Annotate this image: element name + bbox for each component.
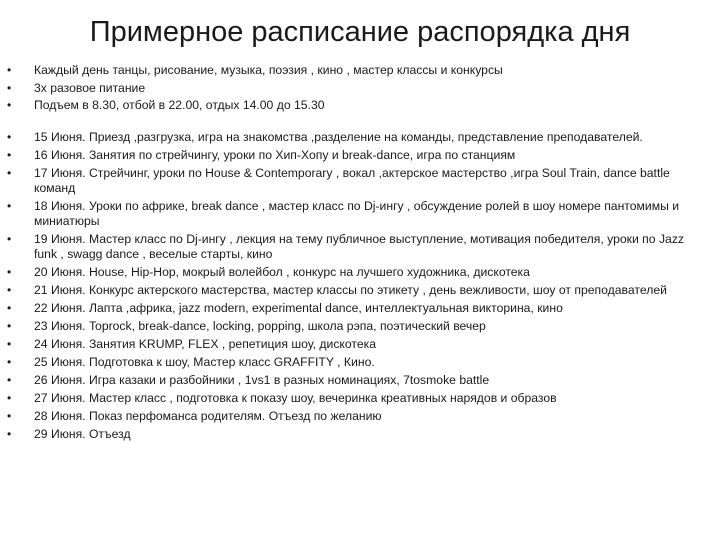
schedule-item bbox=[0, 427, 700, 442]
bullet-icon: • bbox=[7, 232, 12, 246]
schedule-item bbox=[0, 355, 700, 370]
general-info-list bbox=[0, 63, 700, 116]
list-item-text: 19 Июня. Мастер класс по Dj-ингу , лекция на тему публичное выступление, мотивация победителя, уроки по Jazz funk , swagg dance , веселые старты, кино bbox=[34, 232, 685, 261]
list-item-text: 15 Июня. Приезд ,разгрузка, игра на знакомства ,разделение на команды, представление преподавателей. bbox=[34, 130, 643, 144]
schedule-item bbox=[0, 301, 700, 316]
general-item bbox=[0, 63, 700, 78]
bullet-icon: • bbox=[7, 98, 12, 112]
list-item-text: 17 Июня. Стрейчинг, уроки по House & Contemporary , вокал ,актерское мастерство ,игра Soul Train, dance battle команд bbox=[34, 166, 670, 195]
list-item-text: 22 Июня. Лапта ,африка, jazz modern, experimental dance, интеллектуальная викторина, кино bbox=[34, 301, 563, 315]
schedule-item bbox=[0, 265, 700, 280]
bullet-icon: • bbox=[7, 337, 12, 351]
bullet-icon: • bbox=[7, 355, 12, 369]
list-item-text: 16 Июня. Занятия по стрейчингу, уроки по Хип-Хопу и break-dance, игра по станциям bbox=[34, 148, 516, 162]
bullet-icon: • bbox=[7, 80, 12, 95]
list-item-text: 23 Июня. Toprock, break-dance, locking, popping, школа рэпа, поэтический вечер bbox=[34, 319, 486, 333]
list-item-text: 28 Июня. Показ перфоманса родителям. Отъезд по желанию bbox=[34, 409, 382, 423]
list-item-text: 20 Июня. House, Hip-Hop, мокрый волейбол , конкурс на лучшего художника, дискотека bbox=[34, 265, 530, 279]
daily-schedule-list bbox=[0, 130, 700, 445]
bullet-icon: • bbox=[7, 391, 12, 405]
schedule-item bbox=[0, 166, 700, 196]
list-item-text: 18 Июня. Уроки по африке, break dance , мастер класс по Dj-ингу , обсуждение ролей в шоу номере пантомимы и миниатюры bbox=[34, 199, 680, 228]
general-item bbox=[0, 98, 700, 113]
schedule-item bbox=[0, 283, 700, 298]
general-item bbox=[0, 81, 700, 96]
bullet-icon: • bbox=[7, 409, 12, 423]
bullet-icon: • bbox=[7, 166, 12, 180]
list-item-text: 21 Июня. Конкурс актерского мастерства, мастер классы по этикету , день вежливости, шоу от преподавателей bbox=[34, 283, 667, 297]
schedule-item bbox=[0, 319, 700, 334]
schedule-item bbox=[0, 199, 700, 229]
schedule-item bbox=[0, 232, 700, 262]
page-title: Примерное расписание распорядка дня bbox=[89, 16, 631, 48]
bullet-icon: • bbox=[7, 148, 12, 162]
bullet-icon: • bbox=[7, 373, 12, 387]
list-item-text: 27 Июня. Мастер класс , подготовка к показу шоу, вечеринка креативных нарядов и образов bbox=[34, 391, 557, 405]
schedule-item bbox=[0, 337, 700, 352]
bullet-icon: • bbox=[7, 301, 12, 315]
bullet-icon: • bbox=[7, 319, 12, 333]
bullet-icon: • bbox=[7, 199, 12, 213]
schedule-item bbox=[0, 409, 700, 424]
bullet-icon: • bbox=[7, 265, 12, 279]
list-item-text: 25 Июня. Подготовка к шоу, Мастер класс GRAFFITY , Кино. bbox=[34, 355, 375, 369]
schedule-item bbox=[0, 373, 700, 388]
schedule-item bbox=[0, 130, 700, 145]
list-item-text: 3х разовое питание bbox=[34, 80, 146, 95]
bullet-icon: • bbox=[7, 283, 12, 297]
schedule-item bbox=[0, 148, 700, 163]
bullet-icon: • bbox=[7, 130, 12, 144]
list-item-text: Подъем в 8.30, отбой в 22.00, отдых 14.00 до 15.30 bbox=[34, 98, 325, 112]
bullet-icon: • bbox=[7, 63, 12, 77]
list-item-text: 29 Июня. Отъезд bbox=[34, 427, 131, 441]
schedule-item bbox=[0, 391, 700, 406]
list-item-text: Каждый день танцы, рисование, музыка, поэзия , кино , мастер классы и конкурсы bbox=[34, 63, 503, 77]
bullet-icon: • bbox=[7, 427, 12, 441]
list-item-text: 26 Июня. Игра казаки и разбойники , 1vs1 в разных номинациях, 7tosmoke battle bbox=[34, 373, 490, 387]
list-item-text: 24 Июня. Занятия KRUMP, FLEX , репетиция шоу, дискотека bbox=[34, 337, 376, 351]
